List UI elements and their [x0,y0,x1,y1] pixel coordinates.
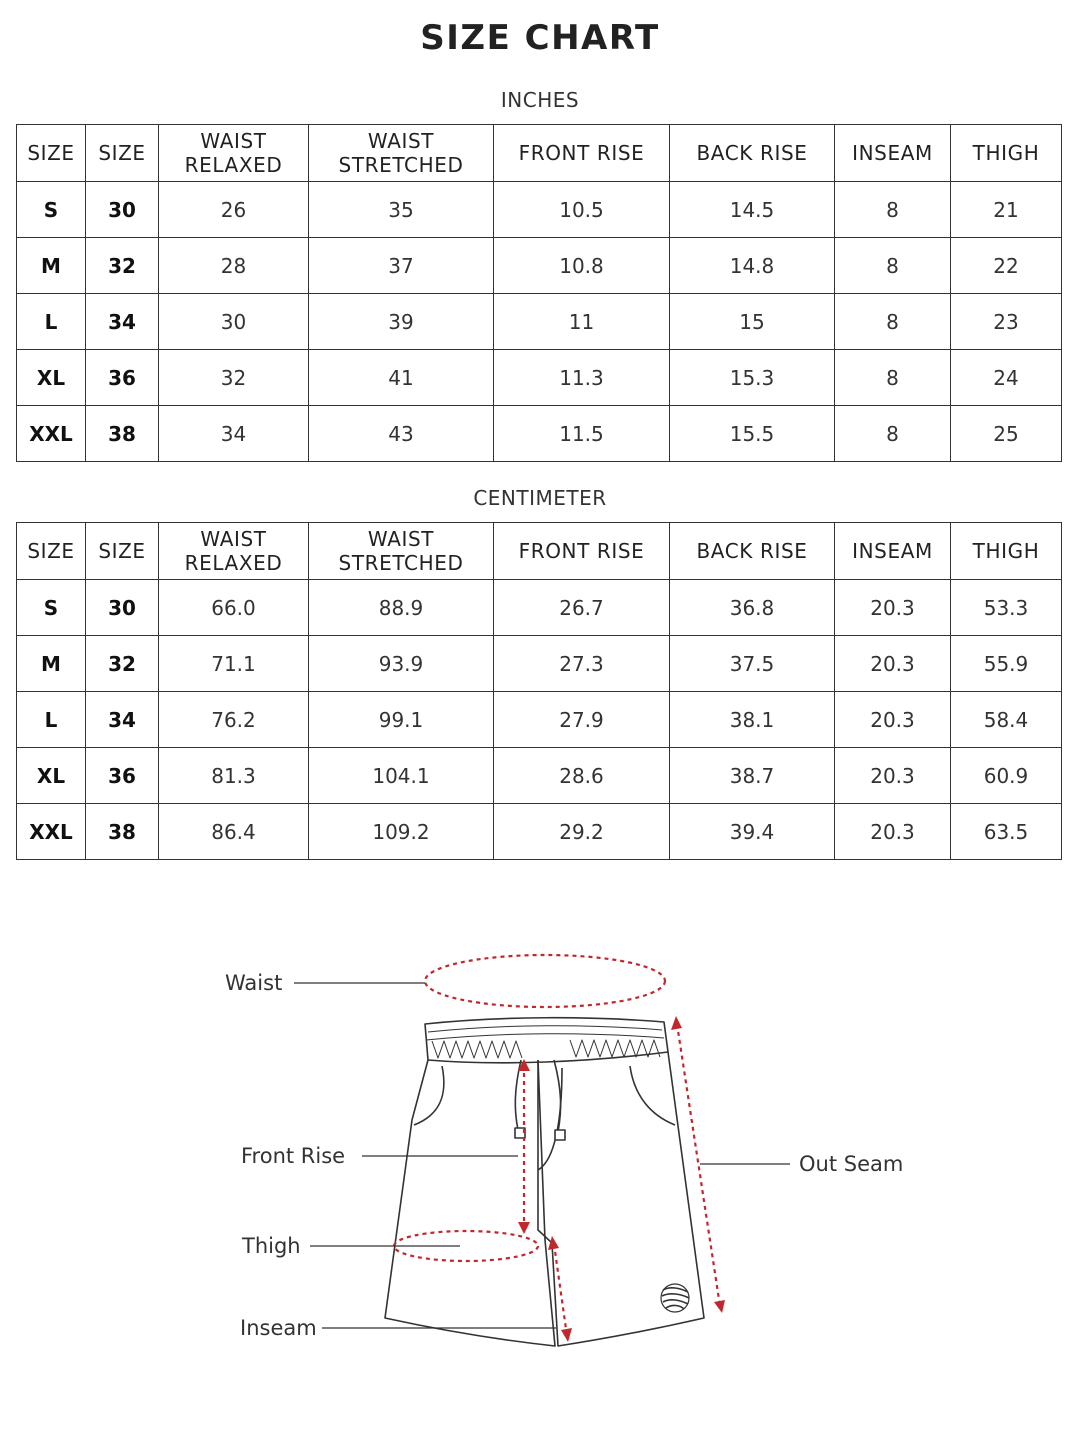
table-cell: 15 [670,294,835,350]
table-cell: 14.8 [670,238,835,294]
table-cell: XXL [17,406,86,462]
table-cell: 32 [86,636,159,692]
column-header [86,125,159,182]
centimeter-table [16,522,1062,860]
table-cell: 43 [309,406,494,462]
table-cell: 36 [86,748,159,804]
table-cell: 39.4 [670,804,835,860]
table-cell: 86.4 [159,804,309,860]
table-cell: 26 [159,182,309,238]
table-cell: 41 [309,350,494,406]
table-cell: 30 [86,182,159,238]
table-cell: 34 [159,406,309,462]
table-cell: 20.3 [835,580,951,636]
measure-arrowheads [518,1016,725,1342]
table-cell: 20.3 [835,804,951,860]
table-cell: 104.1 [309,748,494,804]
shorts-diagram [0,930,1080,1380]
table-cell: XL [17,748,86,804]
label-inseam: Inseam [240,1316,317,1340]
inches-table [16,124,1062,462]
table-cell: 36.8 [670,580,835,636]
table-cell: 38.7 [670,748,835,804]
table-row [17,182,1062,238]
table-cell: 38 [86,406,159,462]
table-cell: 27.3 [494,636,670,692]
table-cell: 27.9 [494,692,670,748]
table-cell: 99.1 [309,692,494,748]
table-cell: 25 [951,406,1062,462]
table-cell: 24 [951,350,1062,406]
column-header [159,523,309,580]
column-header-line: FRONT RISE [518,141,645,165]
table-cell: 39 [309,294,494,350]
table-cell: 55.9 [951,636,1062,692]
column-header-line: SIZE [98,141,146,165]
table-cell: M [17,636,86,692]
table-cell: 76.2 [159,692,309,748]
column-header [17,125,86,182]
table-cell: 23 [951,294,1062,350]
column-header-line: SIZE [98,539,146,563]
table-cell: 35 [309,182,494,238]
column-header [670,125,835,182]
table-cell: 38 [86,804,159,860]
column-header-line: SIZE [27,141,75,165]
column-header-line: FRONT RISE [518,539,645,563]
table-cell: 58.4 [951,692,1062,748]
table-header-row [17,523,1062,580]
column-header [494,523,670,580]
table-cell: 11.5 [494,406,670,462]
column-header [159,125,309,182]
table-cell: 26.7 [494,580,670,636]
table-cell: 28 [159,238,309,294]
table-cell: 10.5 [494,182,670,238]
table-cell: 29.2 [494,804,670,860]
column-header-line: WAIST [200,129,267,153]
column-header [86,523,159,580]
logo-icon [661,1284,689,1312]
table-row [17,636,1062,692]
table-cell: 81.3 [159,748,309,804]
column-header-line: THIGH [972,539,1040,563]
centimeter-title: CENTIMETER [473,486,607,510]
table-cell: 10.8 [494,238,670,294]
table-cell: XXL [17,804,86,860]
table-cell: 8 [835,294,951,350]
table-cell: 11.3 [494,350,670,406]
table-cell: 8 [835,406,951,462]
table-cell: 88.9 [309,580,494,636]
column-header [309,125,494,182]
table-cell: 15.5 [670,406,835,462]
table-cell: S [17,182,86,238]
table-cell: 20.3 [835,636,951,692]
column-header [835,125,951,182]
table-cell: 93.9 [309,636,494,692]
table-cell: 30 [86,580,159,636]
table-row [17,748,1062,804]
column-header [951,523,1062,580]
column-header [951,125,1062,182]
table-cell: M [17,238,86,294]
table-row [17,350,1062,406]
label-out-seam: Out Seam [799,1152,904,1176]
table-cell: 21 [951,182,1062,238]
table-cell: 109.2 [309,804,494,860]
table-cell: 60.9 [951,748,1062,804]
table-cell: S [17,580,86,636]
table-cell: 66.0 [159,580,309,636]
column-header-line: RELAXED [184,551,283,575]
table-cell: 34 [86,294,159,350]
table-cell: 22 [951,238,1062,294]
column-header-line: WAIST [367,129,435,153]
table-row [17,692,1062,748]
page-title: SIZE CHART [420,18,660,58]
column-header [494,125,670,182]
table-row [17,406,1062,462]
column-header [835,523,951,580]
table-header-row [17,125,1062,182]
table-cell: 36 [86,350,159,406]
column-header-line: BACK RISE [696,141,808,165]
table-cell: 28.6 [494,748,670,804]
table-cell: 37 [309,238,494,294]
table-cell: XL [17,350,86,406]
waist-measure [425,955,665,1007]
table-cell: 63.5 [951,804,1062,860]
table-cell: 11 [494,294,670,350]
table-row [17,804,1062,860]
table-row [17,238,1062,294]
table-cell: 30 [159,294,309,350]
column-header [670,523,835,580]
shorts-illustration [385,1018,704,1346]
table-cell: 8 [835,238,951,294]
column-header [309,523,494,580]
column-header-line: WAIST [200,527,267,551]
column-header-line: WAIST [367,527,435,551]
column-header-line: STRETCHED [338,153,464,177]
table-cell: 32 [86,238,159,294]
label-front-rise: Front Rise [241,1144,346,1168]
table-cell: 32 [159,350,309,406]
column-header-line: SIZE [27,539,75,563]
table-cell: 20.3 [835,748,951,804]
column-header-line: RELAXED [184,153,283,177]
table-cell: 53.3 [951,580,1062,636]
column-header-line: INSEAM [852,539,933,563]
table-cell: 37.5 [670,636,835,692]
column-header-line: BACK RISE [696,539,808,563]
table-cell: 34 [86,692,159,748]
table-cell: L [17,692,86,748]
table-cell: L [17,294,86,350]
table-cell: 15.3 [670,350,835,406]
table-cell: 8 [835,182,951,238]
inches-title: INCHES [500,88,580,112]
table-cell: 8 [835,350,951,406]
table-cell: 20.3 [835,692,951,748]
column-header [17,523,86,580]
column-header-line: STRETCHED [338,551,464,575]
table-cell: 71.1 [159,636,309,692]
table-cell: 14.5 [670,182,835,238]
column-header-line: INSEAM [852,141,933,165]
label-waist: Waist [225,971,283,995]
label-thigh: Thigh [242,1234,301,1258]
table-row [17,580,1062,636]
column-header-line: THIGH [972,141,1040,165]
table-cell: 38.1 [670,692,835,748]
table-row [17,294,1062,350]
